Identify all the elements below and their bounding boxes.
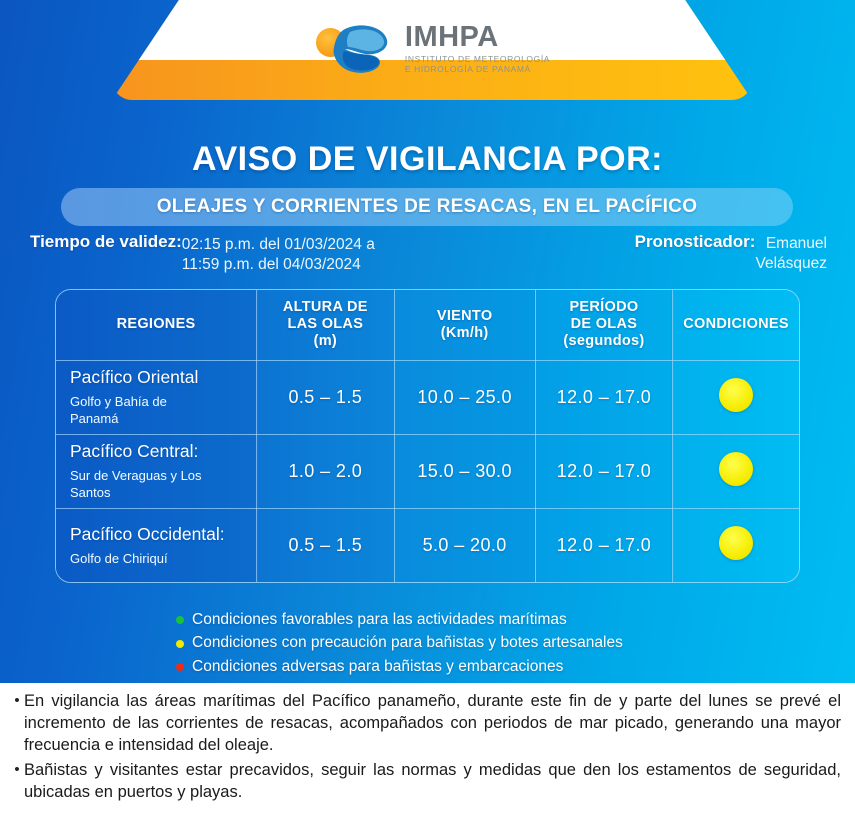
legend-label: Condiciones favorables para las actividades marítimas [192, 611, 567, 628]
cell-wave-height: 0.5 – 1.5 [257, 360, 394, 434]
cell-wave-period: 12.0 – 17.0 [535, 508, 672, 582]
column-header-viento [394, 290, 535, 360]
forecaster-block [635, 232, 827, 274]
table-header [56, 290, 799, 360]
cell-wind: 15.0 – 30.0 [394, 434, 535, 508]
advisory-notes [0, 683, 855, 830]
column-header-periodo-line-3: (segundos) [563, 333, 645, 350]
wave-icon [332, 23, 392, 75]
condition-indicator-yellow-icon [719, 526, 753, 560]
note-bullet-icon: • [14, 760, 20, 778]
subtitle-banner [61, 188, 793, 226]
region-detail-line-1: Golfo y Bahía de [70, 394, 167, 410]
logo-subtitle-line-1: INSTITUTO DE METEOROLOGÍA [404, 54, 551, 64]
page-title: AVISO DE VIGILANCIA POR: [191, 140, 664, 178]
column-header-altura-line-1: ALTURA DE [282, 299, 368, 316]
forecaster-name-line-1: Emanuel [765, 235, 827, 252]
column-header-altura-olas [257, 290, 394, 360]
validity-line-2: 11:59 p.m. del 04/03/2024 [181, 255, 361, 273]
region-name: Pacífico Oriental [70, 367, 199, 388]
logo-subtitle-line-2: E HIDROLOGÍA DE PANAMÁ [404, 63, 531, 74]
region-name: Pacífico Occidental: [70, 523, 225, 544]
cell-wave-height: 1.0 – 2.0 [257, 434, 394, 508]
legend-label: Condiciones con precaución para bañistas y botes artesanales [192, 634, 623, 652]
cell-condition [673, 508, 799, 582]
region-detail [70, 394, 256, 427]
cell-wave-height: 0.5 – 1.5 [257, 508, 394, 582]
note-text: Bañistas y visitantes estar precavidos, seguir las normas y medidas que den los estamentos de seguridad, ubicadas en puertos y playas. [24, 760, 841, 801]
marine-conditions-table [56, 290, 799, 582]
cell-condition [673, 360, 799, 434]
table-row [56, 508, 799, 582]
region-name: Pacífico Central: [70, 441, 199, 462]
column-header-periodo-line-2: DE OLAS [570, 316, 638, 333]
note-bullet-icon: • [14, 692, 20, 709]
column-header-regiones-label: REGIONES [116, 316, 196, 333]
column-header-viento-line-1: VIENTO [436, 307, 493, 324]
forecaster-value [755, 232, 827, 274]
region-detail [70, 551, 256, 567]
forecaster-label: Pronosticador: [634, 232, 756, 251]
legend-item [176, 657, 623, 677]
imhpa-logo-mark [314, 20, 392, 76]
condition-indicator-yellow-icon [719, 378, 753, 412]
column-header-regiones [56, 290, 257, 360]
column-header-condiciones-label: CONDICIONES [683, 316, 789, 333]
cell-wind: 5.0 – 20.0 [394, 508, 535, 582]
cell-region [56, 360, 257, 434]
region-detail-line-1: Sur de Veraguas y Los [70, 468, 202, 484]
region-detail-line-1: Golfo de Chiriquí [70, 550, 168, 566]
cell-region [56, 508, 257, 582]
legend-item [176, 610, 623, 630]
table-row [56, 434, 799, 508]
validity-line-1: 02:15 p.m. del 01/03/2024 a [181, 236, 375, 253]
region-detail-line-2: Santos [70, 484, 111, 500]
note-item [10, 760, 841, 804]
legend-dot-yellow-icon [176, 640, 184, 648]
table-header-row [56, 290, 799, 360]
conditions-table-wrapper [55, 289, 800, 583]
legend-label: Condiciones adversas para bañistas y embarcaciones [192, 657, 564, 675]
logo-wordmark [405, 23, 550, 73]
column-header-periodo-olas [535, 290, 672, 360]
table-row [56, 360, 799, 434]
column-header-altura-line-3: (m) [313, 333, 338, 350]
validity-label: Tiempo de validez: [30, 232, 182, 251]
condition-legend [176, 610, 623, 680]
note-text: En vigilancia las áreas marítimas del Pacífico panameño, durante este fin de y parte del lunes se prevé el incremento de las corrientes de resacas, acompañados con periodos de mar picado, generando una mayor frecuencia e intensidad del oleaje. [24, 692, 841, 754]
column-header-viento-line-2: (Km/h) [440, 324, 489, 341]
condition-indicator-yellow-icon [719, 452, 753, 486]
cell-wind: 10.0 – 25.0 [394, 360, 535, 434]
validity-block [30, 232, 375, 275]
forecaster-name-line-2: Velásquez [755, 254, 827, 272]
legend-item [176, 633, 623, 653]
cell-wave-period: 12.0 – 17.0 [535, 360, 672, 434]
legend-dot-red-icon [176, 663, 184, 671]
column-header-condiciones [673, 290, 799, 360]
column-header-periodo-line-1: PERÍODO [569, 299, 639, 316]
subtitle-text: OLEAJES Y CORRIENTES DE RESACAS, EN EL PACÍFICO [156, 196, 698, 217]
region-detail [70, 468, 256, 501]
cell-wave-period: 12.0 – 17.0 [535, 434, 672, 508]
logo-acronym: IMHPA [404, 21, 499, 53]
column-header-altura-line-2: LAS OLAS [287, 316, 364, 333]
cell-condition [673, 434, 799, 508]
validity-values [182, 232, 375, 275]
institution-logo [112, 0, 752, 96]
note-item [10, 691, 841, 757]
cell-region [56, 434, 257, 508]
legend-dot-green-icon [176, 616, 184, 624]
table-body [56, 360, 799, 582]
region-detail-line-2: Panamá [70, 410, 119, 426]
